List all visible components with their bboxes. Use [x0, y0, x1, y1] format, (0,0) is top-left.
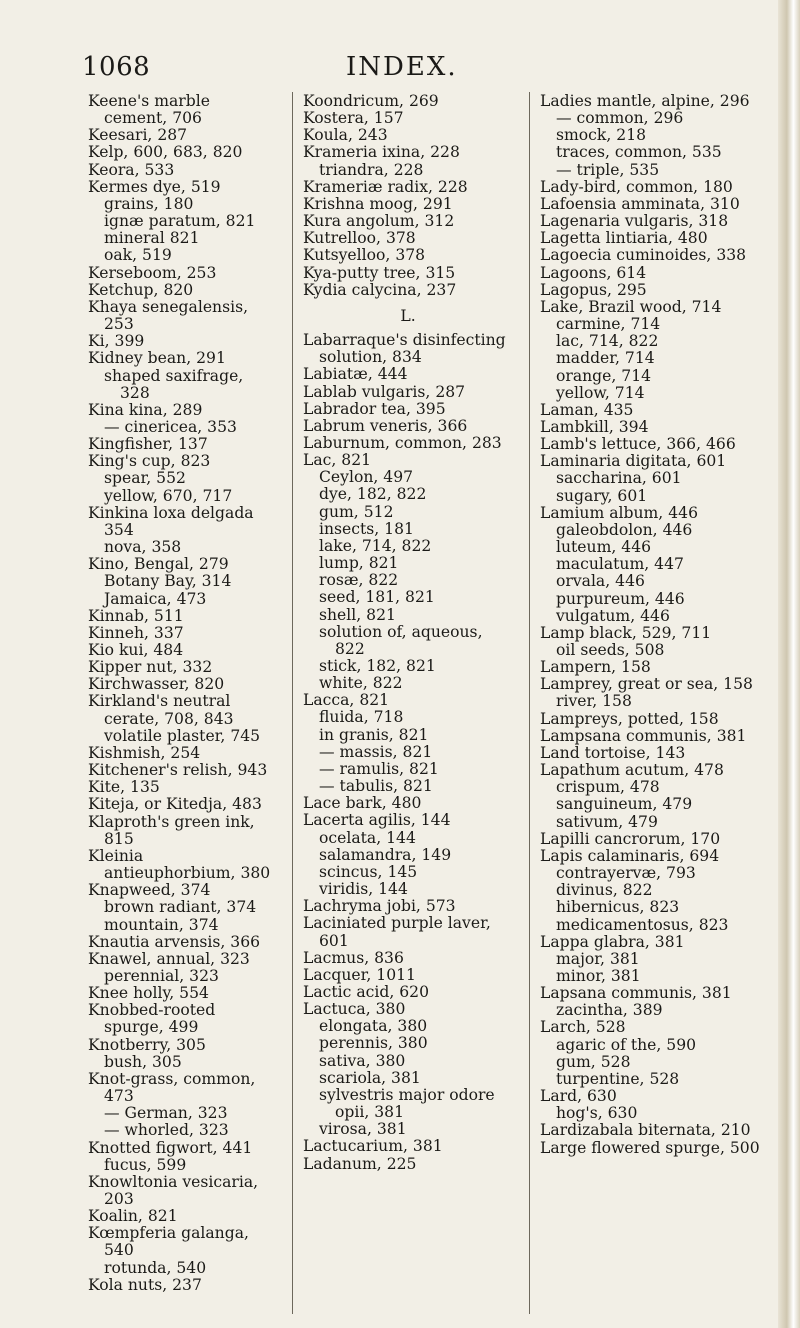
index-entry: bush, 305 [104, 1052, 182, 1071]
index-entry: scariola, 381 [319, 1068, 421, 1087]
index-entry: stick, 182, 821 [319, 657, 436, 675]
index-entry: Kya-putty tree, 315 [303, 263, 456, 282]
index-entry: — German, 323 [104, 1104, 228, 1123]
index-entry: Kleinia antieuphorbium, 380 [88, 846, 271, 883]
index-entry: Kinneh, 337 [88, 623, 184, 642]
index-entry: mountain, 374 [104, 915, 219, 934]
index-entry: Kostera, 157 [303, 109, 404, 128]
index-entry: Kishmish, 254 [88, 743, 201, 762]
index-entry: Lambkill, 394 [540, 417, 649, 436]
index-entry: minor, 381 [556, 966, 641, 985]
index-entry: major, 381 [556, 949, 640, 968]
index-entry: Kirkland's neutral cerate, 708, 843 [88, 692, 234, 728]
index-entry: Lard, 630 [540, 1087, 617, 1106]
index-entry: Kelp, 600, 683, 820 [88, 143, 243, 162]
index-entry: Kermes dye, 519 [88, 177, 221, 196]
index-entry: lake, 714, 822 [319, 536, 432, 555]
index-entry: Lake, Brazil wood, 714 [540, 297, 722, 316]
index-entry: smock, 218 [556, 126, 647, 145]
index-entry: seed, 181, 821 [319, 588, 435, 607]
index-entry: Kutrelloo, 378 [303, 229, 416, 248]
index-entry: Kio kui, 484 [88, 641, 184, 659]
index-entry: Kœmpferia galanga, 540 [88, 1224, 249, 1260]
index-entry: King's cup, 823 [88, 452, 211, 471]
index-entry: crispum, 478 [556, 778, 660, 797]
index-entry: Kydia calycina, 237 [303, 280, 457, 299]
index-entry: sylvestris major odore opii, 381 [319, 1085, 495, 1122]
index-entry: rosæ, 822 [319, 571, 399, 590]
index-entry: Lapilli cancrorum, 170 [540, 829, 721, 848]
page-title: INDEX. [346, 52, 458, 82]
index-entry: divinus, 822 [556, 881, 653, 900]
index-entry: gum, 528 [556, 1052, 631, 1071]
index-entry: — whorled, 323 [104, 1121, 229, 1140]
index-entry: Larch, 528 [540, 1018, 626, 1037]
index-entry: Ki, 399 [88, 332, 145, 351]
index-entry: zacintha, 389 [556, 1001, 663, 1020]
index-entry: Laminaria digitata, 601 [540, 452, 727, 471]
index-entry: perennis, 380 [319, 1034, 428, 1053]
index-entry: agaric of the, 590 [556, 1035, 697, 1054]
index-entry: Kidney bean, 291 [88, 349, 226, 368]
index-entry: Knautia arvensis, 366 [88, 932, 261, 951]
index-entry: perennial, 323 [104, 966, 219, 985]
index-entry: Koalin, 821 [88, 1207, 178, 1226]
index-entry: spear, 552 [104, 469, 186, 488]
index-entry: Knawel, annual, 323 [88, 949, 250, 968]
index-entry: Kitchener's relish, 943 [88, 761, 268, 780]
index-entry: yellow, 714 [556, 383, 645, 402]
index-entry: shell, 821 [319, 605, 396, 624]
index-entry: Labiatæ, 444 [303, 365, 408, 384]
index-entry: Labarraque's disinfecting solution, 834 [303, 331, 506, 367]
index-entry: Knot-grass, common, 473 [88, 1069, 256, 1106]
index-entry: volatile plaster, 745 [104, 726, 261, 745]
index-entry: Lamprey, great or sea, 158 [540, 675, 753, 694]
index-entry: maculatum, 447 [556, 555, 684, 574]
index-entry: Krameria ixina, 228 [303, 143, 460, 162]
index-entry: Jamaica, 473 [104, 589, 207, 608]
index-entry: Lamb's lettuce, 366, 466 [540, 435, 736, 454]
index-entry: dye, 182, 822 [319, 485, 427, 504]
index-entry: river, 158 [556, 692, 632, 711]
index-entry: white, 822 [319, 674, 403, 693]
index-entry: — tabulis, 821 [319, 777, 433, 796]
index-entry: Kina kina, 289 [88, 400, 203, 419]
index-entry: Koula, 243 [303, 126, 388, 145]
index-entry: orvala, 446 [556, 572, 645, 591]
index-entry: Lacmus, 836 [303, 948, 404, 967]
index-entry: Kingfisher, 137 [88, 435, 208, 454]
index-entry: — triple, 535 [556, 160, 660, 179]
index-entry: Lablab vulgaris, 287 [303, 382, 466, 401]
index-entry: Ladies mantle, alpine, 296 [540, 92, 750, 110]
index-entry: mineral 821 [104, 229, 200, 248]
index-entry: contrayervæ, 793 [556, 864, 696, 883]
index-entry: grains, 180 [104, 194, 194, 213]
index-entry: Knobbed-rooted spurge, 499 [88, 1001, 216, 1037]
index-entry: saccharina, 601 [556, 469, 682, 488]
index-entry: Lac, 821 [303, 451, 372, 470]
index-entry: Lady-bird, common, 180 [540, 177, 733, 196]
index-entry: Koondricum, 269 [303, 92, 439, 110]
index-entry: Lactic acid, 620 [303, 982, 430, 1001]
page-number: 1068 [82, 52, 151, 82]
index-entry: Kino, Bengal, 279 [88, 555, 229, 574]
index-entry: Krishna moog, 291 [303, 194, 453, 213]
index-entry: Laman, 435 [540, 400, 634, 419]
index-entry: Lacca, 821 [303, 691, 390, 710]
index-entry: Lachryma jobi, 573 [303, 897, 456, 916]
index-entry: sanguineum, 479 [556, 795, 693, 814]
index-entry: Lace bark, 480 [303, 794, 422, 813]
index-entry: Lacquer, 1011 [303, 965, 416, 984]
index-entry: galeobdolon, 446 [556, 520, 693, 539]
index-entry: medicamentosus, 823 [556, 915, 729, 934]
index-entry: Knapweed, 374 [88, 881, 211, 900]
index-entry: Kiteja, or Kitedja, 483 [88, 795, 262, 814]
index-entry: elongata, 380 [319, 1017, 428, 1036]
index-entry: shaped saxifrage, 328 [104, 366, 244, 402]
index-entry: Lampreys, potted, 158 [540, 709, 719, 728]
index-entry: Lamp black, 529, 711 [540, 623, 712, 642]
index-entry: Lacerta agilis, 144 [303, 811, 451, 830]
index-entry: Lapathum acutum, 478 [540, 761, 724, 780]
index-entry: Lardizabala biternata, 210 [540, 1121, 751, 1140]
column-divider [529, 92, 530, 1314]
index-entry: orange, 714 [556, 366, 652, 385]
index-entry: salamandra, 149 [319, 845, 452, 864]
index-entry: sativa, 380 [319, 1051, 406, 1070]
index-entry: Klaproth's green ink, 815 [88, 812, 255, 848]
index-entry: Khaya senegalensis, 253 [88, 297, 249, 334]
index-entry: rotunda, 540 [104, 1258, 207, 1277]
index-entry: in granis, 821 [319, 725, 429, 744]
index-entry: sugary, 601 [556, 486, 648, 505]
index-entry: traces, common, 535 [556, 143, 722, 162]
index-entry: Large flowered spurge, 500 [540, 1138, 760, 1157]
index-entry: Kinnab, 511 [88, 606, 184, 625]
index-entry: Ketchup, 820 [88, 280, 194, 299]
index-entry: Lampern, 158 [540, 658, 651, 677]
index-entry: Knee holly, 554 [88, 984, 209, 1003]
index-column-1 [88, 93, 274, 1294]
index-entry: carmine, 714 [556, 315, 661, 334]
index-entry: Lagopus, 295 [540, 280, 647, 299]
index-entry: Kura angolum, 312 [303, 212, 455, 231]
index-entry: Kerseboom, 253 [88, 263, 217, 282]
index-entry: Lamium album, 446 [540, 503, 698, 522]
index-entry: luteum, 446 [556, 538, 652, 557]
index-entry: fluida, 718 [319, 708, 404, 727]
index-entry: Lagoecia cuminoides, 338 [540, 246, 747, 265]
index-entry: lump, 821 [319, 554, 399, 573]
index-entry: Ceylon, 497 [319, 468, 414, 487]
index-entry: Keene's marble cement, 706 [88, 92, 210, 128]
index-entry: — massis, 821 [319, 742, 433, 761]
index-entry: oak, 519 [104, 246, 172, 265]
index-entry: virosa, 381 [319, 1120, 407, 1139]
index-entry: Ladanum, 225 [303, 1154, 417, 1173]
index-entry: Kite, 135 [88, 778, 160, 797]
index-entry: scincus, 145 [319, 862, 418, 881]
section-heading: L. [400, 306, 416, 325]
index-entry: Labrador tea, 395 [303, 399, 446, 418]
page-edge [778, 0, 800, 1328]
index-entry: — common, 296 [556, 109, 684, 128]
index-entry: Botany Bay, 314 [104, 572, 232, 591]
index-entry: Kola nuts, 237 [88, 1275, 202, 1294]
index-entry: Lagenaria vulgaris, 318 [540, 212, 729, 231]
index-entry: Knotted figwort, 441 [88, 1138, 253, 1157]
index-entry: insects, 181 [319, 519, 414, 538]
column-divider [292, 92, 293, 1314]
index-entry: sativum, 479 [556, 812, 658, 831]
index-entry: Knowltonia vesicaria, 203 [88, 1172, 259, 1208]
index-entry: Lapis calaminaris, 694 [540, 846, 720, 865]
index-entry: Laciniated purple laver, 601 [303, 914, 491, 950]
index-entry: — cinericea, 353 [104, 417, 237, 436]
index-entry: ocelata, 144 [319, 828, 416, 847]
index-entry: Kipper nut, 332 [88, 658, 213, 677]
index-entry: fucus, 599 [104, 1155, 187, 1174]
index-entry: Lapsana communis, 381 [540, 984, 732, 1003]
index-entry: viridis, 144 [319, 880, 408, 899]
index-entry: Laburnum, common, 283 [303, 433, 502, 452]
index-entry: Lactuca, 380 [303, 1000, 406, 1019]
index-entry: Land tortoise, 143 [540, 743, 686, 762]
index-entry: madder, 714 [556, 349, 655, 368]
index-entry: Lactucarium, 381 [303, 1137, 443, 1156]
index-entry: oil seeds, 508 [556, 641, 665, 659]
index-entry: triandra, 228 [319, 160, 424, 179]
index-entry: Keora, 533 [88, 160, 175, 179]
index-entry: Lagetta lintiaria, 480 [540, 229, 708, 248]
index-entry: Krameriæ radix, 228 [303, 177, 468, 196]
index-entry: lac, 714, 822 [556, 332, 659, 351]
index-entry: brown radiant, 374 [104, 898, 257, 917]
index-entry: vulgatum, 446 [556, 606, 670, 625]
index-column-3 [540, 93, 762, 1157]
index-entry: turpentine, 528 [556, 1069, 680, 1088]
index-entry: Keesari, 287 [88, 126, 188, 145]
index-entry: Lagoons, 614 [540, 263, 647, 282]
index-entry: Lafoensia amminata, 310 [540, 194, 740, 213]
index-entry: Kirchwasser, 820 [88, 675, 225, 694]
index-entry: Lampsana communis, 381 [540, 726, 747, 745]
index-entry: nova, 358 [104, 538, 182, 557]
index-column-2 [303, 93, 513, 1173]
index-entry: Knotberry, 305 [88, 1035, 206, 1054]
index-entry: hibernicus, 823 [556, 898, 680, 917]
index-entry: yellow, 670, 717 [104, 486, 233, 505]
index-entry: — ramulis, 821 [319, 759, 439, 778]
index-entry: solution of, aqueous, 822 [319, 622, 483, 658]
index-entry: gum, 512 [319, 502, 394, 521]
index-entry: Kinkina loxa delgada 354 [88, 503, 254, 539]
index-entry: purpureum, 446 [556, 589, 685, 608]
index-entry: Labrum veneris, 366 [303, 416, 468, 435]
index-entry: Lappa glabra, 381 [540, 932, 685, 951]
index-entry: ignæ paratum, 821 [104, 212, 256, 231]
index-entry: Kutsyelloo, 378 [303, 246, 426, 265]
index-entry: hog's, 630 [556, 1104, 638, 1123]
